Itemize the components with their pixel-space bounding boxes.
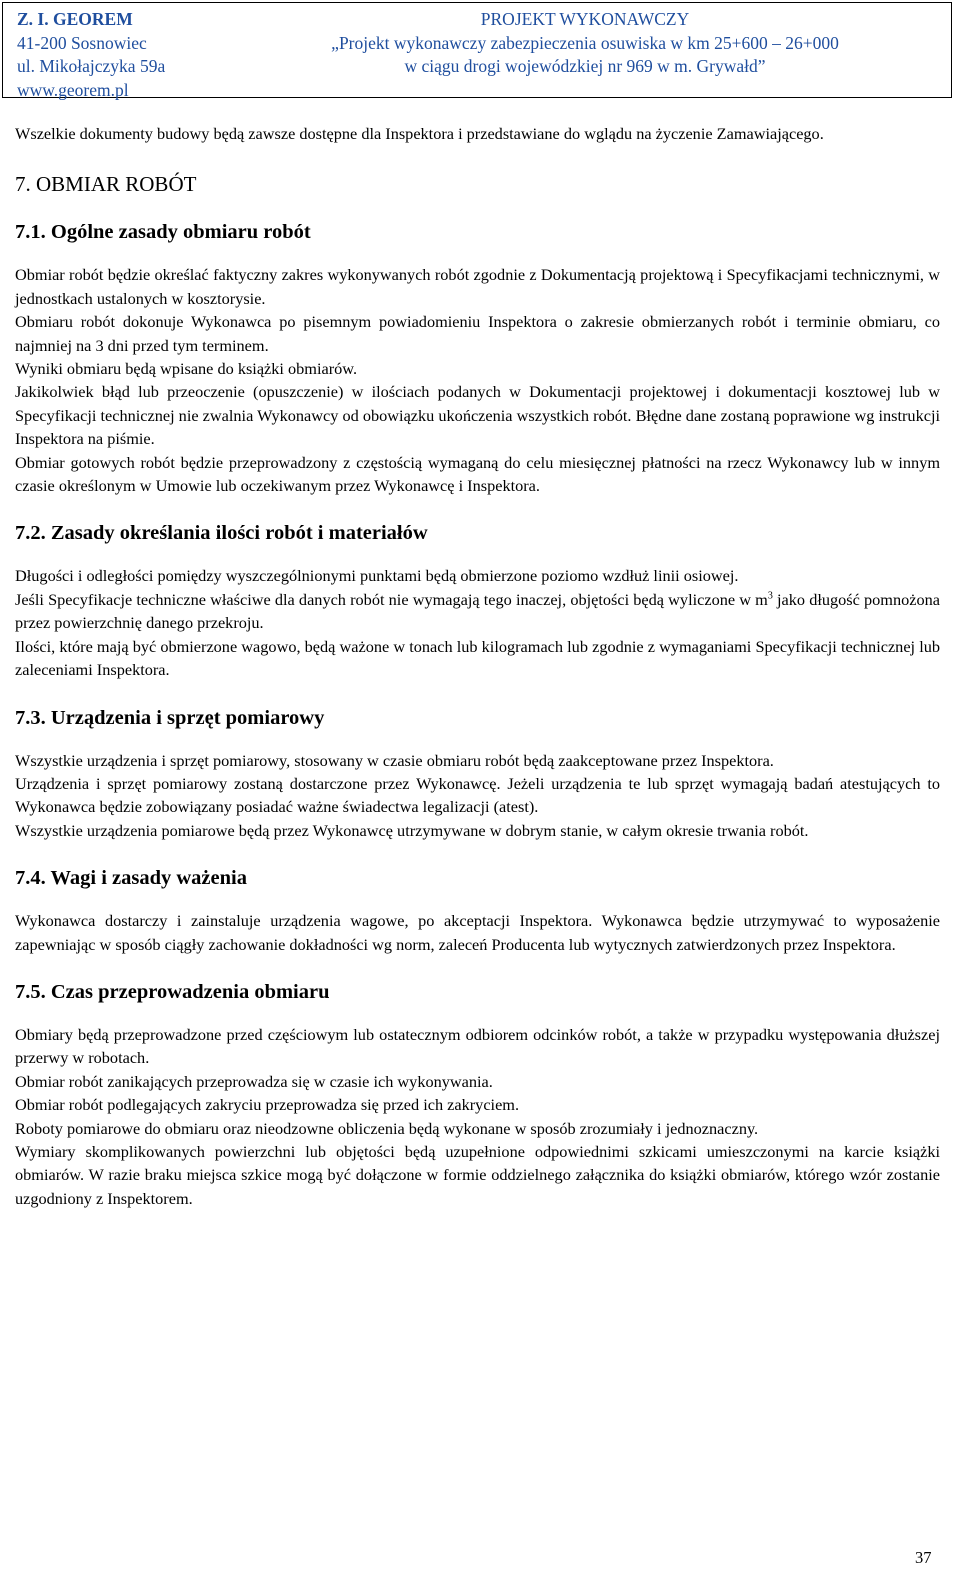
paragraph: Wszystkie urządzenia pomiarowe będą przez Wykonawcę utrzymywane w dobrym stanie, w całym okresie trwania robót.	[15, 820, 809, 840]
paragraph: Roboty pomiarowe do obmiaru oraz nieodzowne obliczenia będą wykonane w sposób zrozumiały i jednoznaczny.	[15, 1118, 759, 1138]
project-location: w ciągu drogi wojewódzkiej nr 969 w m. Grywałd”	[404, 56, 766, 76]
paragraph: Obmiar robót podlegających zakryciu przeprowadza się przed ich zakryciem.	[15, 1095, 520, 1115]
paragraph: Obmiary będą przeprowadzone przed częściowym lub ostatecznym odbiorem odcinków robót, a także w przypadku występowania dłuższej przerwy w robotach.	[15, 1024, 940, 1068]
project-info	[225, 8, 945, 79]
paragraph: Obmiar gotowych robót będzie przeprowadzony z częstością wymaganą do celu miesięcznej płatności na rzecz Wykonawcy lub w innym czasie określonym w Umowie lub oczekiwanym przez Wykonawcę i Inspektora.	[15, 452, 940, 496]
subsection-title-7-1: 7.1. Ogólne zasady obmiaru robót	[15, 221, 311, 244]
paragraph: Długości i odległości pomiędzy wyszczególnionymi punktami będą obmierzone poziomo wzdłuż linii osiowej.	[15, 566, 739, 586]
company-website: www.georem.pl	[17, 79, 129, 100]
project-name: „Projekt wykonawczy zabezpieczenia osuwiska w km 25+600 – 26+000	[331, 32, 839, 53]
company-city: 41-200 Sosnowiec	[17, 32, 147, 53]
paragraph: Jakikolwiek błąd lub przeoczenie (opuszczenie) w ilościach podanych w Dokumentacji projektowej i dokumentacji kosztowej lub w Specyfikacji technicznej nie zwalnia Wykonawcy od obowiązku ukończenia wszystkich robót. Błędne dane zostaną poprawione wg instrukcji Inspektora na piśmie.	[15, 382, 940, 449]
paragraph: Obmiaru robót dokonuje Wykonawca po pisemnym powiadomieniu Inspektora o zakresie obmierzanych robót i terminie obmiaru, co najmniej na 3 dni przed tym terminem.	[15, 312, 940, 355]
project-title: PROJEKT WYKONAWCZY	[480, 9, 690, 29]
volume-text-start: Jeśli Specyfikacje techniczne właściwe dla danych robót nie wymagają tego inaczej, objętości będą wyliczone w m	[15, 589, 768, 609]
company-street: ul. Mikołajczyka 59a	[17, 56, 166, 76]
document-header	[2, 2, 952, 98]
document-body	[15, 122, 940, 1210]
company-name: Z. I. GEOREM	[17, 9, 133, 29]
paragraph: Ilości, które mają być obmierzone wagowo, będą ważone w tonach lub kilogramach lub zgodnie z wymaganiami Specyfikacji technicznej lub zaleceniami Inspektora.	[15, 636, 940, 680]
page-number: 37	[915, 1548, 932, 1567]
subsection-title-7-2: 7.2. Zasady określania ilości robót i materiałów	[15, 522, 428, 545]
intro-paragraph: Wszelkie dokumenty budowy będą zawsze dostępne dla Inspektora i przedstawiane do wglądu na życzenie Zamawiającego.	[15, 124, 824, 143]
paragraph: Obmiar robót zanikających przeprowadza się w czasie ich wykonywania.	[15, 1071, 493, 1091]
paragraph: Wymiary skomplikowanych powierzchni lub objętości będą uzupełnione odpowiednimi szkicami umieszczonymi na karcie książki obmiarów. W razie braku miejsca szkice mogą być dołączone w formie oddzielnego załącznika do książki obmiarów, którego wzór zostanie uzgodniony z Inspektorem.	[15, 1141, 940, 1208]
paragraph: Wykonawca dostarczy i zainstaluje urządzenia wagowe, po akceptacji Inspektora. Wykonawca będzie utrzymywać to wyposażenie zapewniając w sposób ciągły zachowanie dokładności wg norm, zaleceń Producenta lub wytycznych zatwierdzonych przez Inspektora.	[15, 911, 940, 954]
cubic-superscript: 3	[767, 590, 773, 602]
section-title: 7. OBMIAR ROBÓT	[15, 172, 197, 197]
subsection-title-7-3: 7.3. Urządzenia i sprzęt pomiarowy	[15, 706, 325, 729]
paragraph: Urządzenia i sprzęt pomiarowy zostaną dostarczone przez Wykonawcę. Jeżeli urządzenia te lub sprzęt wymagają badań atestujących to Wykonawca będzie zobowiązany posiadać ważne świadectwa legalizacji (atest).	[15, 773, 940, 817]
paragraph: Obmiar robót będzie określać faktyczny zakres wykonywanych robót zgodnie z Dokumentacją projektową i Specyfikacjami technicznymi, w jednostkach ustalonych w kosztorysie.	[15, 265, 940, 308]
paragraph: Wszystkie urządzenia i sprzęt pomiarowy, stosowany w czasie obmiaru robót będą zaakceptowane przez Inspektora.	[15, 750, 774, 770]
subsection-title-7-4: 7.4. Wagi i zasady ważenia	[15, 867, 247, 890]
subsection-title-7-5: 7.5. Czas przeprowadzenia obmiaru	[15, 980, 330, 1003]
paragraph: Wyniki obmiaru będą wpisane do książki obmiarów.	[15, 359, 358, 379]
volume-text-end: jako długość pomnożona przez powierzchnię danego przekroju.	[15, 589, 940, 633]
paragraph-volume	[15, 588, 940, 635]
